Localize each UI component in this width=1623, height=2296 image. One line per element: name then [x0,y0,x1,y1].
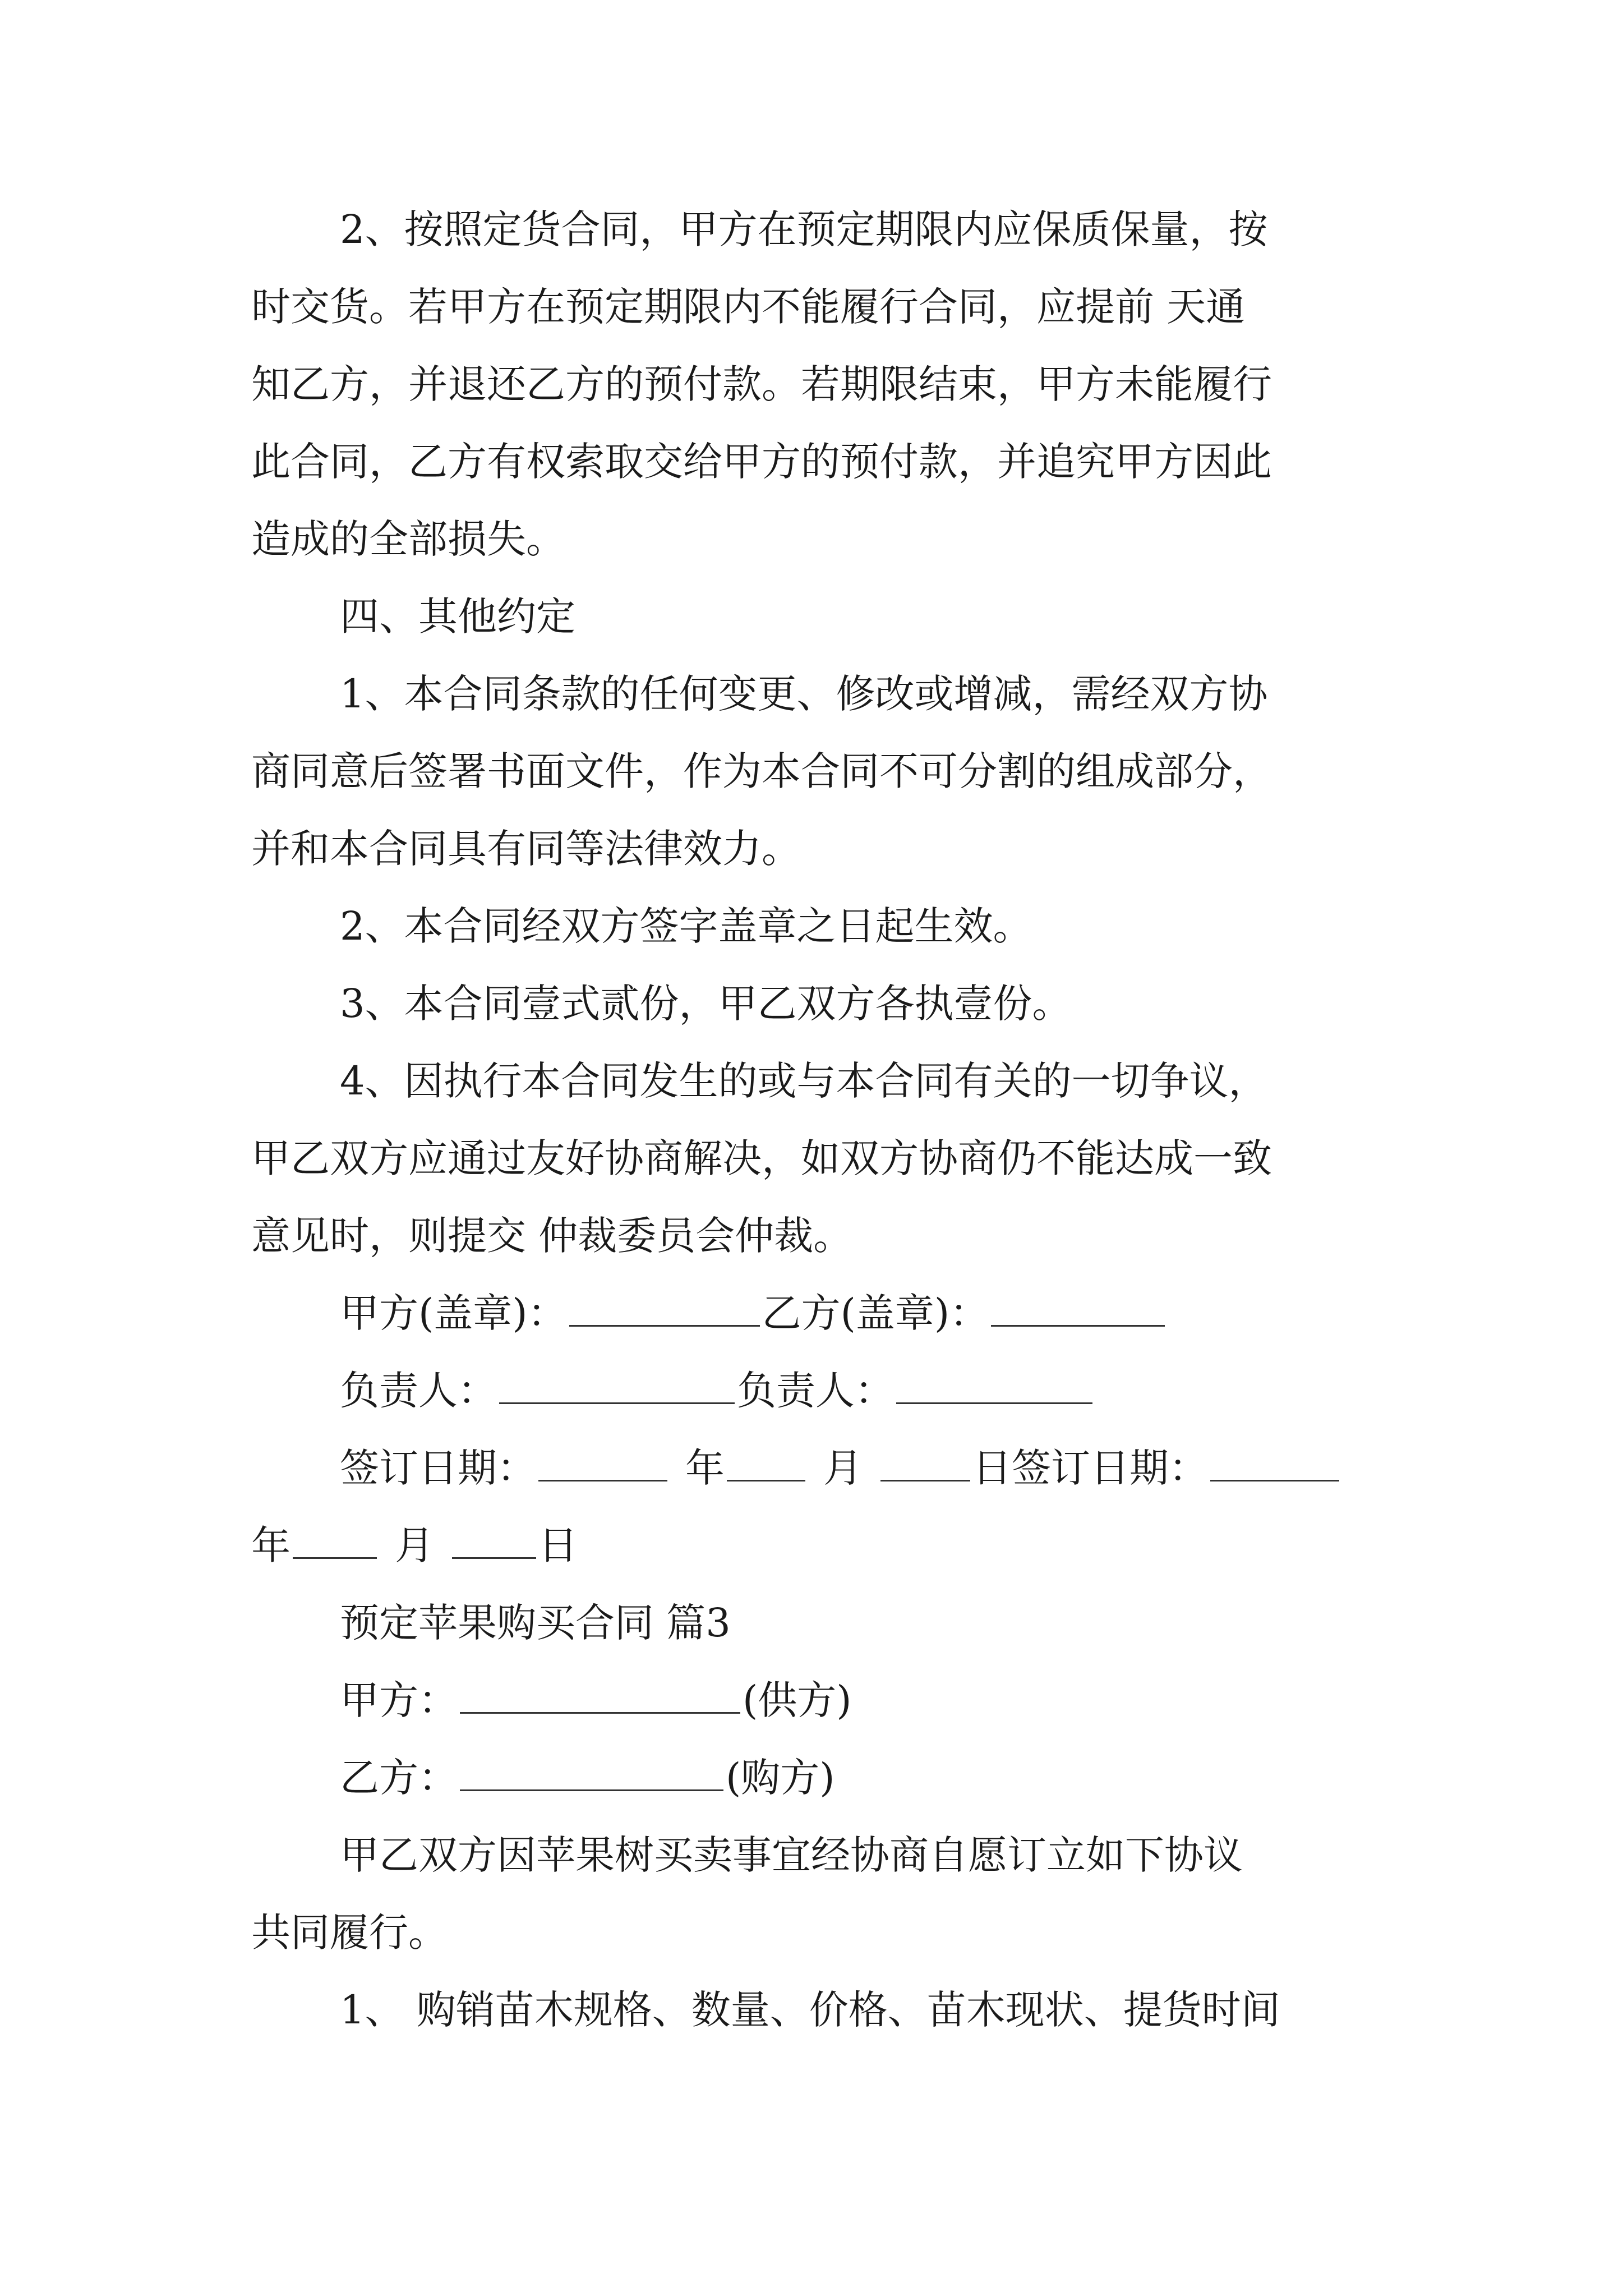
intro-line-1: 甲乙双方因苹果树买卖事宜经协商自愿订立如下协议 [340,1832,1243,1878]
year2-label: 年 [251,1522,291,1568]
party-a-seal-blank [569,1291,760,1327]
party-b-line [251,1739,1390,1816]
paragraph-line: 1、本合同条款的任何变更、修改或增减，需经双方协 [340,671,1268,717]
day2-blank [452,1524,536,1559]
section-title: 预定苹果购买合同 篇3 [340,1600,731,1646]
paragraph-line: 2、本合同经双方签字盖章之日起生效。 [340,903,1032,949]
day2-label: 日 [538,1522,578,1568]
month-blank [727,1446,805,1481]
party-b-seal-label: 乙方(盖章)： [762,1290,989,1336]
paragraph-line: 时交货。若甲方在预定期限内不能履行合同，应提前 天通 [251,284,1246,330]
year2-blank [1210,1446,1339,1481]
year-blank [538,1446,667,1481]
paragraph-line: 此合同，乙方有权索取交给甲方的预付款，并追究甲方因此 [251,439,1272,485]
year-label: 年 [685,1445,725,1491]
day-blank [880,1446,970,1481]
paragraph-line: 造成的全部损失。 [251,516,565,562]
paragraph-line: 知乙方，并退还乙方的预付款。若期限结束，甲方未能履行 [251,361,1272,407]
paragraph-line: 意见时，则提交 仲裁委员会仲裁。 [251,1213,853,1259]
paragraph-line: 甲乙双方应通过友好协商解决，如双方协商仍不能达成一致 [251,1135,1272,1181]
intro-line-2: 共同履行。 [251,1910,448,1955]
party-a-role: (供方) [743,1677,852,1723]
paragraph-line: 4、因执行本合同发生的或与本合同有关的一切争议， [340,1058,1268,1104]
responsible-a-blank [499,1369,735,1404]
responsible-b-label: 负责人： [737,1368,894,1414]
paragraph-line: 2、按照定货合同，甲方在预定期限内应保质保量，按 [340,206,1268,252]
item-1-line: 1、 购销苗木规格、数量、价格、苗木现状、提货时间 [340,1987,1280,2033]
party-a-line [251,1662,1390,1739]
sign-date-a-label: 签订日期： [340,1445,536,1491]
paragraph-line: 商同意后签署书面文件，作为本合同不可分割的组成部分， [251,748,1272,794]
contract-body [251,191,1390,1274]
paragraph-line: 3、本合同壹式贰份，甲乙双方各执壹份。 [340,981,1072,1027]
seal-line [251,1274,1390,1352]
day-sign-date-b-label: 日签订日期： [972,1445,1208,1491]
paragraph-line: 四、其他约定 [340,593,575,639]
month2-blank [293,1524,377,1559]
party-b-label: 乙方： [340,1755,458,1801]
responsible-line [251,1352,1390,1429]
party-a-label: 甲方： [340,1677,458,1723]
responsible-b-blank [896,1369,1092,1404]
paragraph-line: 并和本合同具有同等法律效力。 [251,826,801,872]
party-a-blank [460,1678,740,1714]
sign-date-line [251,1429,1390,1507]
sign-date-line-2 [251,1507,1390,1584]
month-label: 月 [823,1445,863,1491]
party-b-role: (购方) [726,1755,835,1801]
month2-label: 月 [395,1522,434,1568]
party-b-blank [460,1756,723,1791]
party-a-seal-label: 甲方(盖章)： [340,1290,567,1336]
document-page [251,191,1390,2049]
party-b-seal-blank [991,1291,1165,1327]
responsible-a-label: 负责人： [340,1368,497,1414]
